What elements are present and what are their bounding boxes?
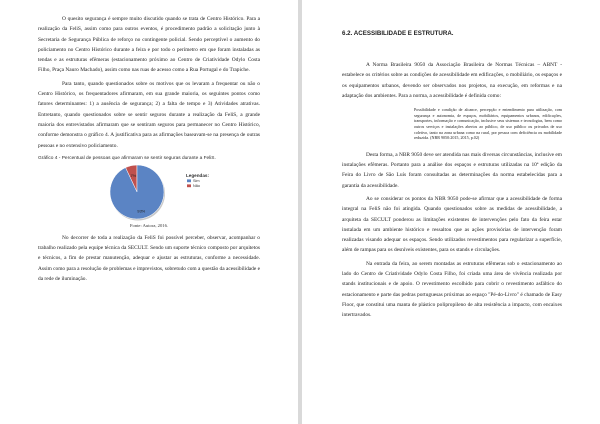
left-paragraph-3: No decorrer de toda a realização da FeliS foi possível perceber, observar, acompanhar o trabalho realizado pela equipe técnica da SECULT. Sendo um suporte técnico composto por arquitetos e técnicos, a fim de prestar manutenção, adequar e ajustar as estruturas, conforme a necessidade. Assim como para a resolução de problemas e imprevistos, sobretudo com a questão da acessibilidade e da rede de iluminação. [38,234,260,283]
block-quote: Possibilidade e condição de alcance, percepção e entendimento para utilização, com segurança e autonomia, de espaços, mobiliários, equipamentos urbanos, edificações, transportes, informação e comunicação, inclusive seus sistemas e tecnologias, bem como outros serviços e instalações abertos ao público, de uso público ou privados de uso coletivo, tanto na zona urbana como na rural, por pessoa com deficiência ou mobilidade reduzida. (NBR 9050:2015, 2015, p.02) [414,107,562,141]
pie-chart-svg [52,163,252,221]
figure-source: Fonte: Autora, 2016. [129,222,169,228]
pie-chart [52,163,252,221]
right-page [302,0,600,424]
section-title: 6.2. ACESSIBILIDADE E ESTRUTURA. [342,30,454,37]
legend-label-1: Não [193,183,200,188]
pie-label-0: 93% [137,208,146,214]
left-page [0,0,298,424]
left-paragraph-1: O quesito segurança é sempre muito discutido quando se trata de Centro Histórico. Para a realização da FeliS, assim como para outros eventos, é procedimento padrão a solicitação junto à Secretaria de Segurança Pública de reforço no contingente policial. Sendo perceptível o aumento do policiamento no Centro Histórico durante a feira e por todo o perímetro em que foram instaladas as tendas e as estruturas efêmeras (estacionamento próximo ao Centro de Criatividade Odylo Costa Filho, Praça Nauro Machado), assim como nas ruas de acesso como a Rua Portugal e do Trapiche. [38,16,260,74]
legend-label-0: Sim [193,178,200,183]
right-paragraph-1: Desta forma, a NBR 9050 deve ser atendida nas mais diversas circunstâncias, inclusive em instalações efêmeras. Portanto para a análise dos espaços e estruturas utilizadas na 10ª edição da Feira do Livro de São Luís foram consultadas as determinações da norma estabelecidas para a garantia da acessibilidade. [342,151,562,189]
legend-swatch-0 [187,179,191,182]
figure-caption: Gráfico 4 - Percentual de pessoas que afirmaram se sentir seguras durante a FeliS. [38,155,216,161]
right-paragraph-intro: A Norma Brasileira 9050 da Associação Brasileira de Normas Técnicas – ABNT - estabelece os critérios sobre as condições de acessibilidade em edificações, o mobiliário, os espaços e os equipamentos urbanos, devendo ser observados nos projetos, na execução, em reformas e na adaptação dos ambientes. Para a norma, a acessibilidade é definida como: [342,62,562,99]
right-paragraph-2: Ao se considerar os pontos da NBR 9050 pode-se afirmar que a acessibilidade de forma integral na FeliS não foi atingida. Quando questionados sobre as medidas de acessibilidade, a arquiteta da SECULT ponderou as limitações existentes de intervenções pelo fato da feira estar instalada em um ambiente histórico e ressaltou que as ações provisórias de intervenção foram realizadas visando adequar os espaços. Sendo utilizados revestimentos para regularizar a superfície, além de rampas para os desníveis existentes, para os stands e circulações. [342,195,562,254]
pie-label-1: 7% [130,173,137,179]
right-text-column [342,30,562,321]
left-paragraph-2: Para tanto, quando questionados sobre os motivos que os levaram a frequentar ou não o Centro Histórico, os frequentadores afirmaram, em sua grande maioria, os seguintes pontos como fatores determinantes: 1) a ausência de segurança; 2) a falta de tempo e 3) Atividades atrativas. Entretanto, quando questionados sobre se sentir seguros durante a realização da FeliS, a grande maioria dos entrevistados afirmaram que se sentiram seguros para permanecer no Centro Histórico, conforme demonstra o gráfico 4. A justificativa para as afirmações baseavam-se na presença de outras pessoas e no extensivo policiamento. [38,80,260,149]
legend-title: Legendas: [186,172,209,178]
right-paragraph-3: Na entrada da feira, ao serem montadas as estruturas efêmeras sob o estacionamento ao lado do Centro de Criatividade Odylo Costa Filho, foi criada uma área de vivência realizada por stands institucionais e de apoio. O revestimento escolhido para cobrir o revestimento asfáltico do estacionamento e parte das pedras portuguesas próximas ao espaço "Pé-do-Livro" é chamado de Easy Floor, que constitui uma manta de plástico polipropileno de alta resistência a impacto, com encaixes intertravados. [342,260,562,319]
legend-swatch-1 [187,184,191,187]
left-text-column [38,14,260,284]
